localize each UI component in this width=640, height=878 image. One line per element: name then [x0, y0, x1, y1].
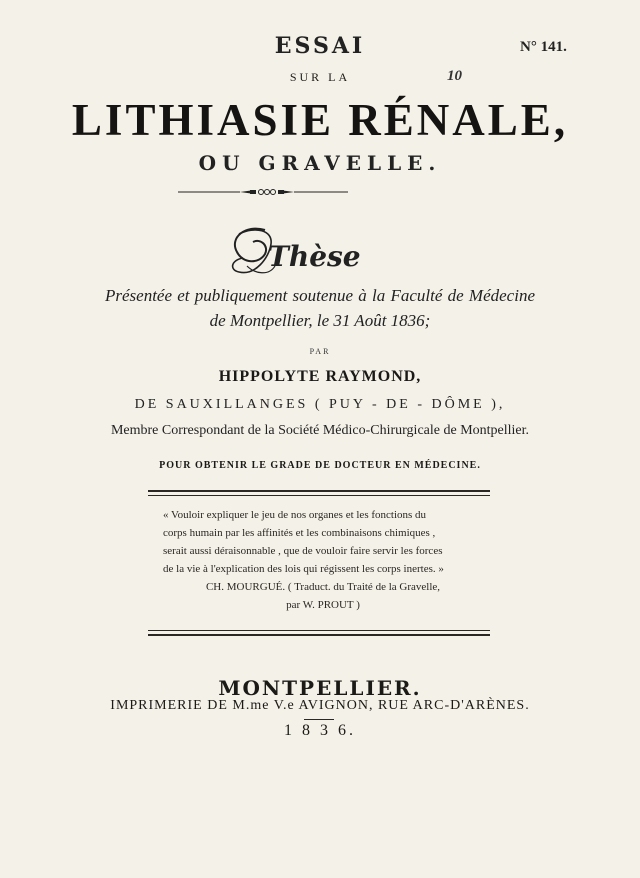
author-membership: Membre Correspondant de la Société Médico-Chirurgicale de Montpellier. [110, 423, 530, 438]
quote-attribution-2: par W. PROUT ) [286, 599, 360, 611]
quote-line: « Vouloir expliquer le jeu de nos organes et les fonctions du [163, 509, 427, 521]
presentation-line-1: Présentée et publiquement soutenue à la Faculté de Médecine [104, 286, 535, 305]
author-origin: DE SAUXILLANGES ( PUY - DE - DÔME ), [134, 397, 506, 412]
handwritten-number: 10 [447, 68, 462, 84]
short-rule [304, 719, 334, 720]
quote-top-rule [148, 490, 490, 496]
imprint-city: MONTPELLIER. [218, 676, 422, 700]
epigraph-quote [163, 506, 483, 614]
main-title: LITHIASIE RÉNALE, [71, 95, 569, 145]
presentation-line-2: de Montpellier, le 31 Août 1836; [209, 311, 431, 330]
document-number: N° 141. [520, 39, 567, 55]
quote-attribution: CH. MOURGUÉ. ( Traduct. du Traité de la Gravelle, [205, 581, 441, 593]
ornamental-rule [178, 187, 348, 197]
quote-line: corps humain par les affinités et les combinaisons chimiques , [163, 527, 436, 539]
subtitle: OU GRAVELLE. [198, 151, 442, 175]
imprint-printer: IMPRIMERIE DE M.me V.e AVIGNON, RUE ARC-D'ARÈNES. [110, 698, 530, 713]
par-label: PAR [309, 347, 331, 356]
author-name: HIPPOLYTE RAYMOND, [218, 368, 422, 385]
essai-heading: ESSAI [274, 33, 366, 59]
quote-bottom-rule [148, 630, 490, 636]
these-label: Thèse [268, 240, 361, 273]
quote-line: de la vie à l'explication des lois qui régissent les corps inertes. » [163, 563, 444, 575]
sur-la-line: SUR LA [289, 70, 351, 84]
imprint-year: 1 8 3 6. [284, 722, 356, 739]
degree-line: POUR OBTENIR LE GRADE DE DOCTEUR EN MÉDECINE. [159, 460, 481, 471]
quote-line: serait aussi déraisonnable , que de vouloir faire servir les forces [163, 545, 443, 557]
